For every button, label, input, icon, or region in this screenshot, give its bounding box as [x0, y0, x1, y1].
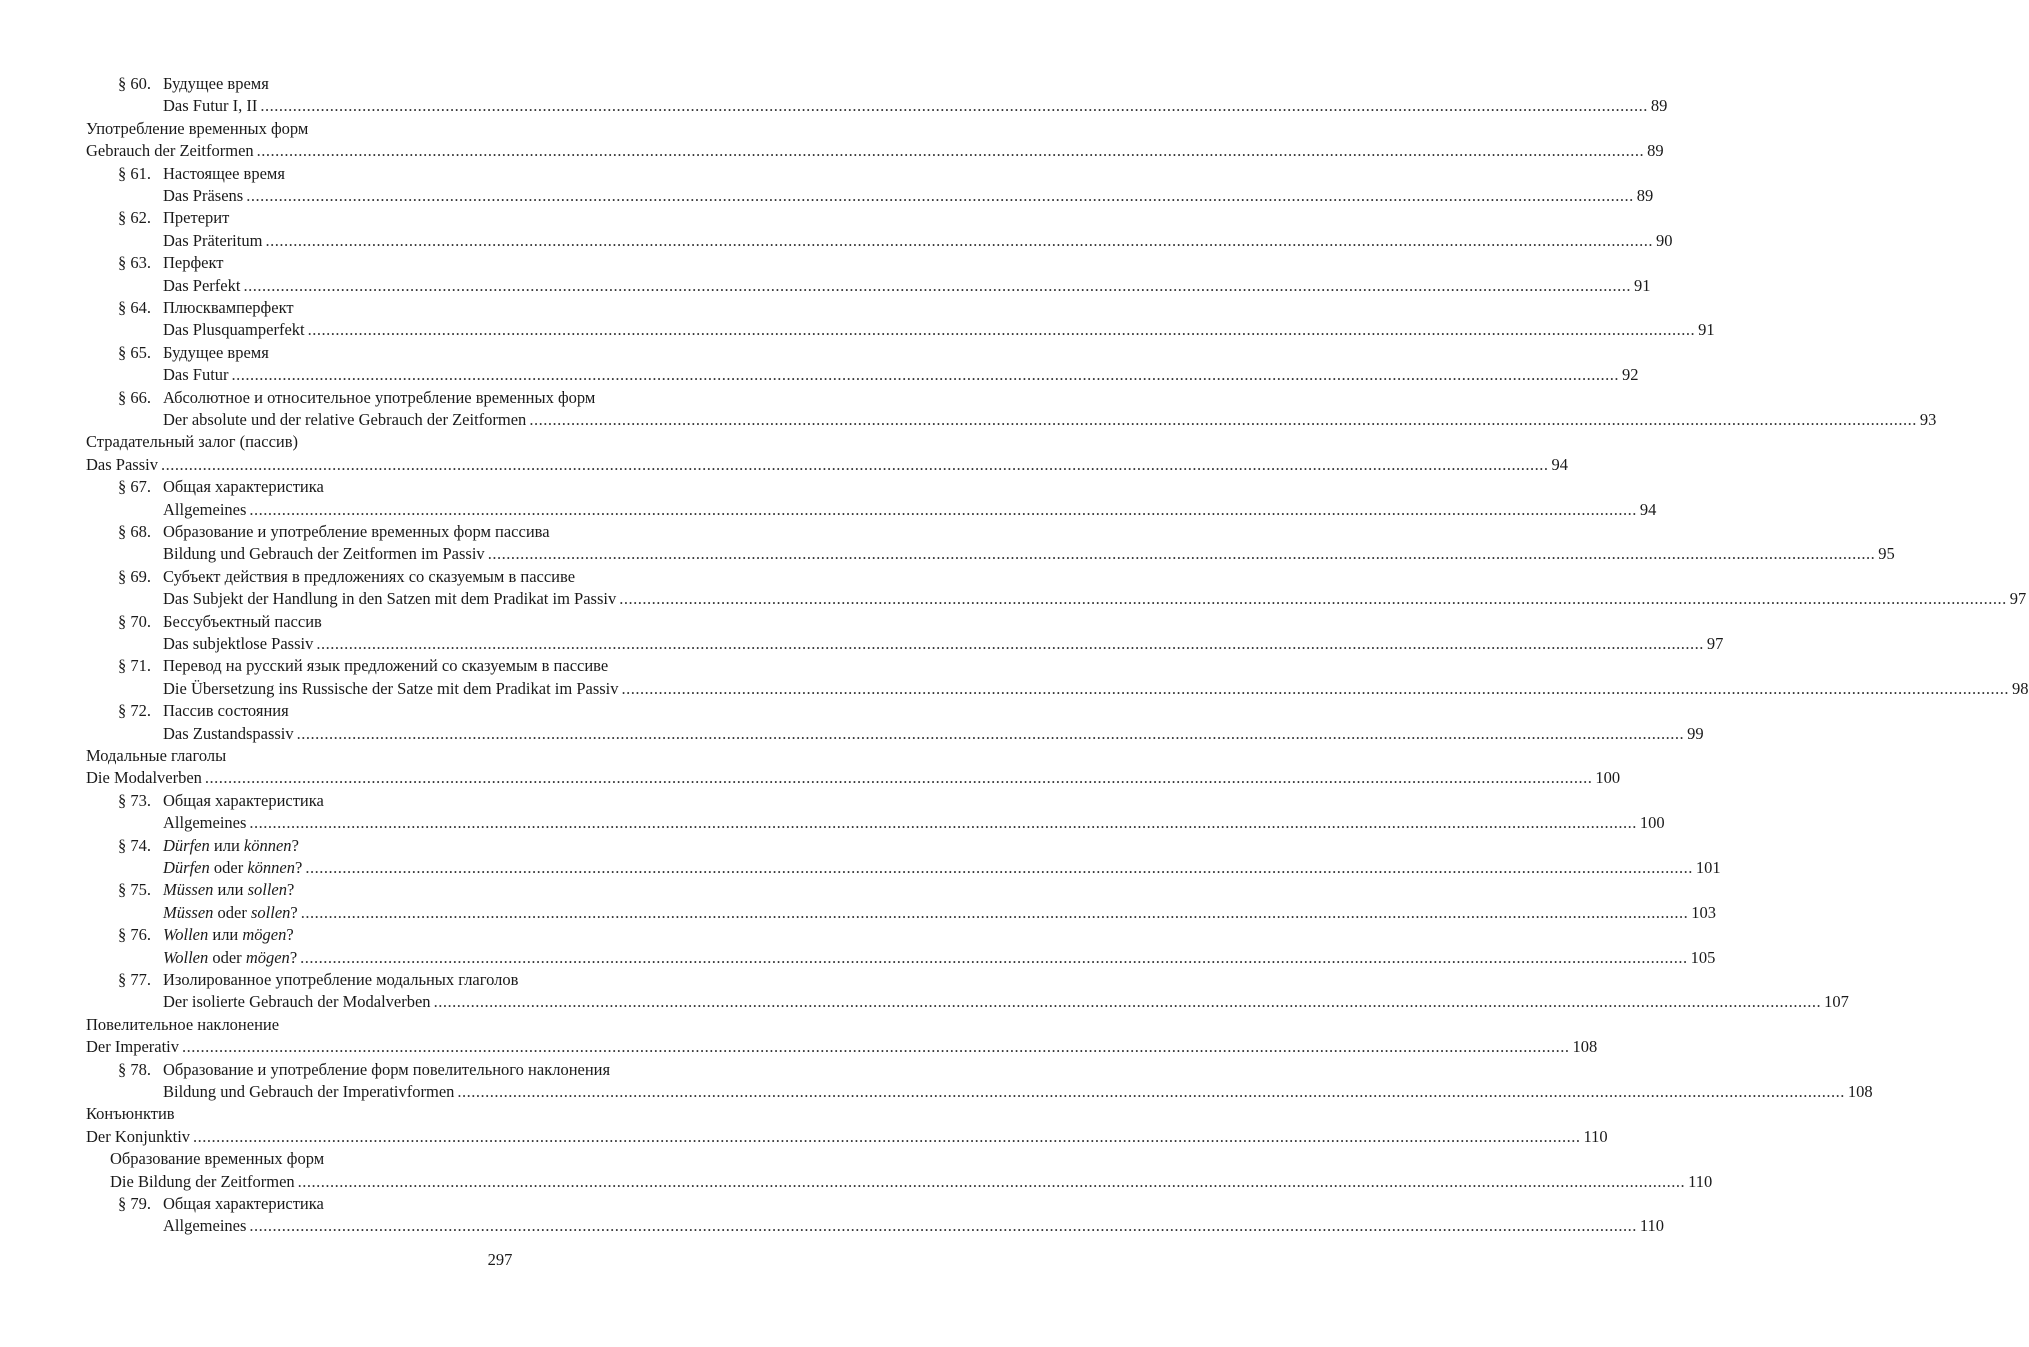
page-ref: 107 [1824, 992, 1849, 1012]
dot-leader: ............................................................................................................................................................................................................................................................................................................ [160, 454, 1549, 474]
entry-title-de-c: mögen [245, 947, 290, 967]
leader-row [163, 1214, 1665, 1238]
leader-row [163, 946, 1716, 970]
dot-leader: ............................................................................................................................................................................................................................................................................................................ [193, 1126, 1581, 1146]
toc-entry-title-line [0, 789, 1000, 813]
dot-leader: ............................................................................................................................................................................................................................................................................................................ [297, 1171, 1686, 1191]
leader-row [163, 677, 2029, 701]
entry-title-de-d: ? [294, 858, 303, 877]
entry-title-ru: Претерит [163, 208, 230, 228]
toc-entry-leader-line [0, 1035, 1598, 1059]
page-ref: 110 [1639, 1216, 1665, 1236]
entry-title-de-b: oder [208, 947, 246, 967]
entry-title-ru: Образование временных форм [110, 1149, 325, 1169]
toc-entry-title-line [0, 834, 1000, 858]
dot-leader: ............................................................................................................................................................................................................................................................................................................ [249, 1216, 1637, 1236]
leader-row [163, 363, 1639, 387]
entry-title-ru-b: или [208, 925, 243, 945]
dot-leader: ............................................................................................................................................................................................................................................................................................................ [246, 186, 1634, 205]
page-ref: 97 [2009, 589, 2027, 609]
toc-entry-leader-line [0, 632, 1724, 656]
leader-row [163, 1080, 1873, 1104]
section-number: § 63. [118, 253, 151, 273]
page-ref: 101 [1695, 858, 1721, 877]
entry-title-de: Die Übersetzung ins Russische der Satze mit dem Pradikat im Passiv [163, 678, 619, 698]
page-ref: 89 [1650, 96, 1668, 116]
entry-title-de [163, 901, 298, 925]
entry-title-ru-c: mögen [242, 925, 287, 945]
page-ref: 91 [1633, 275, 1651, 295]
leader-row [163, 856, 1721, 880]
toc-entry-title-line [0, 117, 1000, 141]
entry-title-de: Das Plusquamperfekt [163, 320, 305, 340]
toc-entry-title-line [0, 1013, 1000, 1037]
leader-row [86, 1035, 1598, 1059]
leader-row [163, 632, 1724, 656]
section-number: § 65. [118, 342, 151, 362]
entry-title-ru [163, 878, 294, 902]
entry-title-ru: Пассив состояния [163, 701, 289, 721]
entry-title-ru-c: können [243, 835, 292, 855]
toc-entry-leader-line [0, 542, 1895, 566]
entry-title-de-d: ? [289, 947, 298, 967]
toc-entry-leader-line [0, 766, 1621, 790]
entry-title-de: Die Bildung der Zeitformen [110, 1171, 295, 1191]
page-ref: 110 [1583, 1126, 1608, 1146]
section-number: § 76. [118, 925, 151, 945]
toc-entry-leader-line [0, 946, 1716, 970]
section-number: § 71. [118, 656, 151, 676]
entry-title-ru-d: ? [291, 835, 299, 855]
entry-title-de: Das Passiv [86, 454, 158, 474]
toc-entry-title-line [0, 341, 1000, 365]
entry-title-ru: Перфект [163, 253, 224, 273]
entry-title-de: Der Konjunktiv [86, 1126, 191, 1146]
toc-entry-leader-line [0, 1170, 1713, 1194]
dot-leader: ............................................................................................................................................................................................................................................................................................................ [182, 1037, 1570, 1057]
entry-title-ru-b: или [209, 835, 244, 855]
toc-entry-title-line [0, 923, 1000, 947]
section-number: § 72. [118, 701, 151, 721]
entry-title-ru-c: sollen [247, 880, 287, 900]
toc-entry-leader-line [0, 94, 1668, 118]
leader-row [110, 1170, 1713, 1194]
leader-row [163, 184, 1654, 208]
toc-entry-title-line [0, 296, 1000, 320]
leader-row [163, 542, 1895, 566]
entry-title-de: Das Zustandspassiv [163, 723, 294, 743]
entry-title-ru: Будущее время [163, 342, 269, 362]
page-ref: 100 [1595, 768, 1621, 788]
page-ref: 94 [1639, 499, 1657, 519]
entry-title-ru: Употребление временных форм [86, 118, 309, 138]
entry-title-de: Das Futur I, II [163, 96, 258, 116]
toc-entry-title-line [0, 610, 1000, 634]
toc-entry-title-line [0, 206, 1000, 230]
entry-title-ru: Абсолютное и относительное употребление временных форм [163, 387, 596, 407]
dot-leader: ............................................................................................................................................................................................................................................................................................................ [300, 902, 1689, 922]
toc-entry-leader-line [0, 1080, 1873, 1104]
page-ref: 95 [1878, 544, 1895, 564]
toc-entry-title-line [0, 386, 1000, 410]
entry-title-de-a: Müssen [163, 902, 214, 922]
toc-entry-leader-line [0, 856, 1721, 880]
page-ref: 100 [1639, 813, 1665, 833]
page-ref: 110 [1688, 1171, 1713, 1191]
page-ref: 98 [2012, 678, 2029, 698]
entry-title-de: Bildung und Gebrauch der Imperativformen [163, 1082, 455, 1101]
entry-title-ru-b: или [213, 880, 248, 900]
leader-row [86, 453, 1568, 477]
section-number: § 77. [118, 970, 151, 989]
leader-row [86, 1125, 1608, 1149]
dot-leader: ............................................................................................................................................................................................................................................................................................................ [243, 275, 1631, 295]
entry-title-ru: Настоящее время [163, 163, 285, 183]
entry-title-ru: Будущее время [163, 74, 269, 93]
leader-row [163, 811, 1665, 835]
section-number: § 68. [118, 522, 151, 541]
entry-title-ru: Общая характеристика [163, 477, 324, 497]
entry-title-de-d: ? [290, 902, 298, 922]
entry-title-de: Das subjektlose Passiv [163, 634, 314, 653]
toc-entry-leader-line [0, 318, 1715, 342]
entry-title-ru: Страдательный залог (пассив) [86, 432, 299, 452]
entry-title-ru: Повелительное наклонение [86, 1014, 280, 1034]
page-ref: 105 [1690, 947, 1716, 967]
dot-leader: ............................................................................................................................................................................................................................................................................................................ [249, 813, 1637, 833]
toc-entry-title-line [0, 1147, 1000, 1171]
toc-entry-leader-line [0, 677, 2029, 701]
page-ref: 91 [1698, 320, 1715, 340]
toc-entry-leader-line [0, 184, 1654, 208]
entry-title-de-a: Wollen [163, 947, 209, 967]
leader-row [163, 318, 1715, 342]
page-ref: 108 [1572, 1037, 1598, 1057]
toc-entry-leader-line [0, 901, 1716, 925]
dot-leader: ............................................................................................................................................................................................................................................................................................................ [231, 365, 1620, 385]
entry-title-ru: Плюсквамперфект [163, 298, 294, 317]
section-number: § 67. [118, 477, 151, 497]
entry-title-ru: Субъект действия в предложениях со сказуемым в пассиве [163, 566, 576, 586]
toc-entry-title-line [0, 251, 1000, 275]
toc-entry-title-line [0, 565, 1000, 589]
page-ref: 97 [1706, 634, 1724, 653]
entry-title-de: Der isolierte Gebrauch der Modalverben [163, 992, 431, 1012]
dot-leader: ............................................................................................................................................................................................................................................................................................................ [457, 1082, 1845, 1101]
leader-row [163, 229, 1673, 253]
page-ref: 103 [1691, 902, 1716, 922]
entry-title-ru: Изолированное употребление модальных глаголов [163, 970, 519, 989]
section-number: § 73. [118, 790, 151, 810]
leader-row [163, 990, 1849, 1014]
toc-entry-leader-line [0, 1125, 1608, 1149]
entry-title-ru: Модальные глаголы [86, 746, 227, 765]
toc-entry-leader-line [0, 453, 1568, 477]
toc-entry-title-line [0, 520, 1000, 544]
leader-row [163, 722, 1704, 746]
page-ref: 99 [1687, 723, 1704, 743]
entry-title-ru [163, 923, 294, 947]
entry-title-ru-d: ? [286, 925, 294, 945]
dot-leader: ............................................................................................................................................................................................................................................................................................................ [256, 141, 1645, 161]
entry-title-de: Allgemeines [163, 1216, 247, 1236]
toc-entry-leader-line [0, 363, 1639, 387]
section-number: § 62. [118, 208, 151, 228]
toc-entry-leader-line [0, 408, 1937, 432]
toc-entry-title-line [0, 475, 1000, 499]
dot-leader: ............................................................................................................................................................................................................................................................................................................ [529, 410, 1917, 429]
dot-leader: ............................................................................................................................................................................................................................................................................................................ [265, 230, 1653, 250]
entry-title-de [163, 856, 302, 880]
toc-entry-title-line [0, 878, 1000, 902]
entry-title-de: Das Präteritum [163, 230, 263, 250]
section-number: § 70. [118, 611, 151, 631]
toc-entry-title-line [0, 430, 1000, 454]
toc-entry-title-line [0, 654, 1000, 678]
dot-leader: ............................................................................................................................................................................................................................................................................................................ [300, 947, 1688, 967]
dot-leader: ............................................................................................................................................................................................................................................................................................................ [296, 723, 1685, 743]
dot-leader: ............................................................................................................................................................................................................................................................................................................ [305, 858, 1693, 877]
dot-leader: ............................................................................................................................................................................................................................................................................................................ [621, 678, 2010, 698]
toc-entry-title-line [0, 699, 1000, 723]
page-ref: 92 [1622, 365, 1639, 385]
entry-title-de: Der absolute und der relative Gebrauch der Zeitformen [163, 410, 527, 429]
toc-entry-leader-line [0, 587, 2027, 611]
toc-entry-leader-line [0, 229, 1673, 253]
toc-entry-title-line [0, 744, 1000, 768]
toc-entry-title-line [0, 1058, 1000, 1082]
entry-title-ru: Общая характеристика [163, 790, 324, 810]
leader-row [163, 274, 1651, 298]
section-number: § 66. [118, 387, 151, 407]
entry-title-ru: Образование и употребление форм повелительного наклонения [163, 1059, 611, 1079]
section-number: § 75. [118, 880, 151, 900]
entry-title-de: Allgemeines [163, 499, 247, 519]
entry-title-ru-a: Wollen [163, 925, 209, 945]
entry-title-de: Der Imperativ [86, 1037, 179, 1057]
entry-title-ru [163, 834, 299, 858]
toc-entry-title-line [0, 72, 1000, 96]
entry-title-de-c: können [247, 858, 295, 877]
toc-entry-leader-line [0, 274, 1651, 298]
entry-title-de-a: Dürfen [163, 858, 210, 877]
entry-title-ru: Образование и употребление временных форм пассива [163, 522, 550, 541]
toc-entry-title-line [0, 1102, 1000, 1126]
toc-entry-leader-line [0, 811, 1665, 835]
entry-title-de: Gebrauch der Zeitformen [86, 141, 254, 161]
entry-title-ru: Конъюнктив [86, 1104, 175, 1124]
page-ref: 94 [1551, 454, 1568, 474]
section-number: § 64. [118, 298, 151, 317]
page-ref: 93 [1919, 410, 1937, 429]
toc-entry-leader-line [0, 139, 1664, 163]
page-number: 297 [487, 1250, 513, 1269]
entry-title-ru: Общая характеристика [163, 1194, 324, 1213]
section-number: § 78. [118, 1059, 151, 1079]
dot-leader: ............................................................................................................................................................................................................................................................................................................ [316, 634, 1704, 653]
toc-entry-title-line [0, 968, 1000, 992]
entry-title-de-b: oder [209, 858, 248, 877]
toc-entry-leader-line [0, 722, 1704, 746]
entry-title-de: Bildung und Gebrauch der Zeitformen im Passiv [163, 544, 485, 564]
entry-title-ru-a: Dürfen [163, 835, 210, 855]
section-number: § 74. [118, 835, 151, 855]
entry-title-ru: Бессубъектный пассив [163, 611, 322, 631]
entry-title-ru-a: Müssen [163, 880, 214, 900]
entry-title-de: Das Präsens [163, 186, 244, 205]
toc-entry-leader-line [0, 1214, 1665, 1238]
entry-title-de [163, 946, 297, 970]
dot-leader: ............................................................................................................................................................................................................................................................................................................ [433, 992, 1822, 1012]
entry-title-de: Die Modalverben [86, 768, 202, 788]
entry-title-de: Das Perfekt [163, 275, 241, 295]
toc-entry-title-line [0, 162, 1000, 186]
entry-title-ru: Перевод на русский язык предложений со сказуемым в пассиве [163, 656, 609, 676]
toc-entry-title-line [0, 1192, 1000, 1216]
entry-title-de: Allgemeines [163, 813, 247, 833]
leader-row [163, 94, 1668, 118]
leader-row [163, 498, 1657, 522]
entry-title-ru-d: ? [287, 880, 295, 900]
leader-row [86, 139, 1664, 163]
entry-title-de: Das Subjekt der Handlung in den Satzen mit dem Pradikat im Passiv [163, 589, 617, 609]
leader-row [163, 587, 2027, 611]
dot-leader: ............................................................................................................................................................................................................................................................................................................ [249, 499, 1637, 519]
section-number: § 61. [118, 163, 151, 183]
page-ref: 90 [1655, 230, 1673, 250]
leader-row [86, 766, 1621, 790]
entry-title-de: Das Futur [163, 365, 229, 385]
page-ref: 108 [1847, 1082, 1873, 1101]
leader-row [163, 408, 1937, 432]
page-ref: 89 [1636, 186, 1654, 205]
dot-leader: ............................................................................................................................................................................................................................................................................................................ [204, 768, 1593, 788]
entry-title-de-b: oder [213, 902, 251, 922]
toc-entry-leader-line [0, 498, 1657, 522]
entry-title-de-c: sollen [251, 902, 291, 922]
dot-leader: ............................................................................................................................................................................................................................................................................................................ [307, 320, 1696, 340]
section-number: § 60. [118, 74, 151, 93]
dot-leader: ............................................................................................................................................................................................................................................................................................................ [260, 96, 1648, 116]
page-ref: 89 [1647, 141, 1664, 161]
dot-leader: ............................................................................................................................................................................................................................................................................................................ [487, 544, 1876, 564]
leader-row [163, 901, 1716, 925]
toc-entry-leader-line [0, 990, 1849, 1014]
section-number: § 69. [118, 566, 151, 586]
dot-leader: ............................................................................................................................................................................................................................................................................................................ [619, 589, 2007, 609]
section-number: § 79. [118, 1194, 151, 1213]
